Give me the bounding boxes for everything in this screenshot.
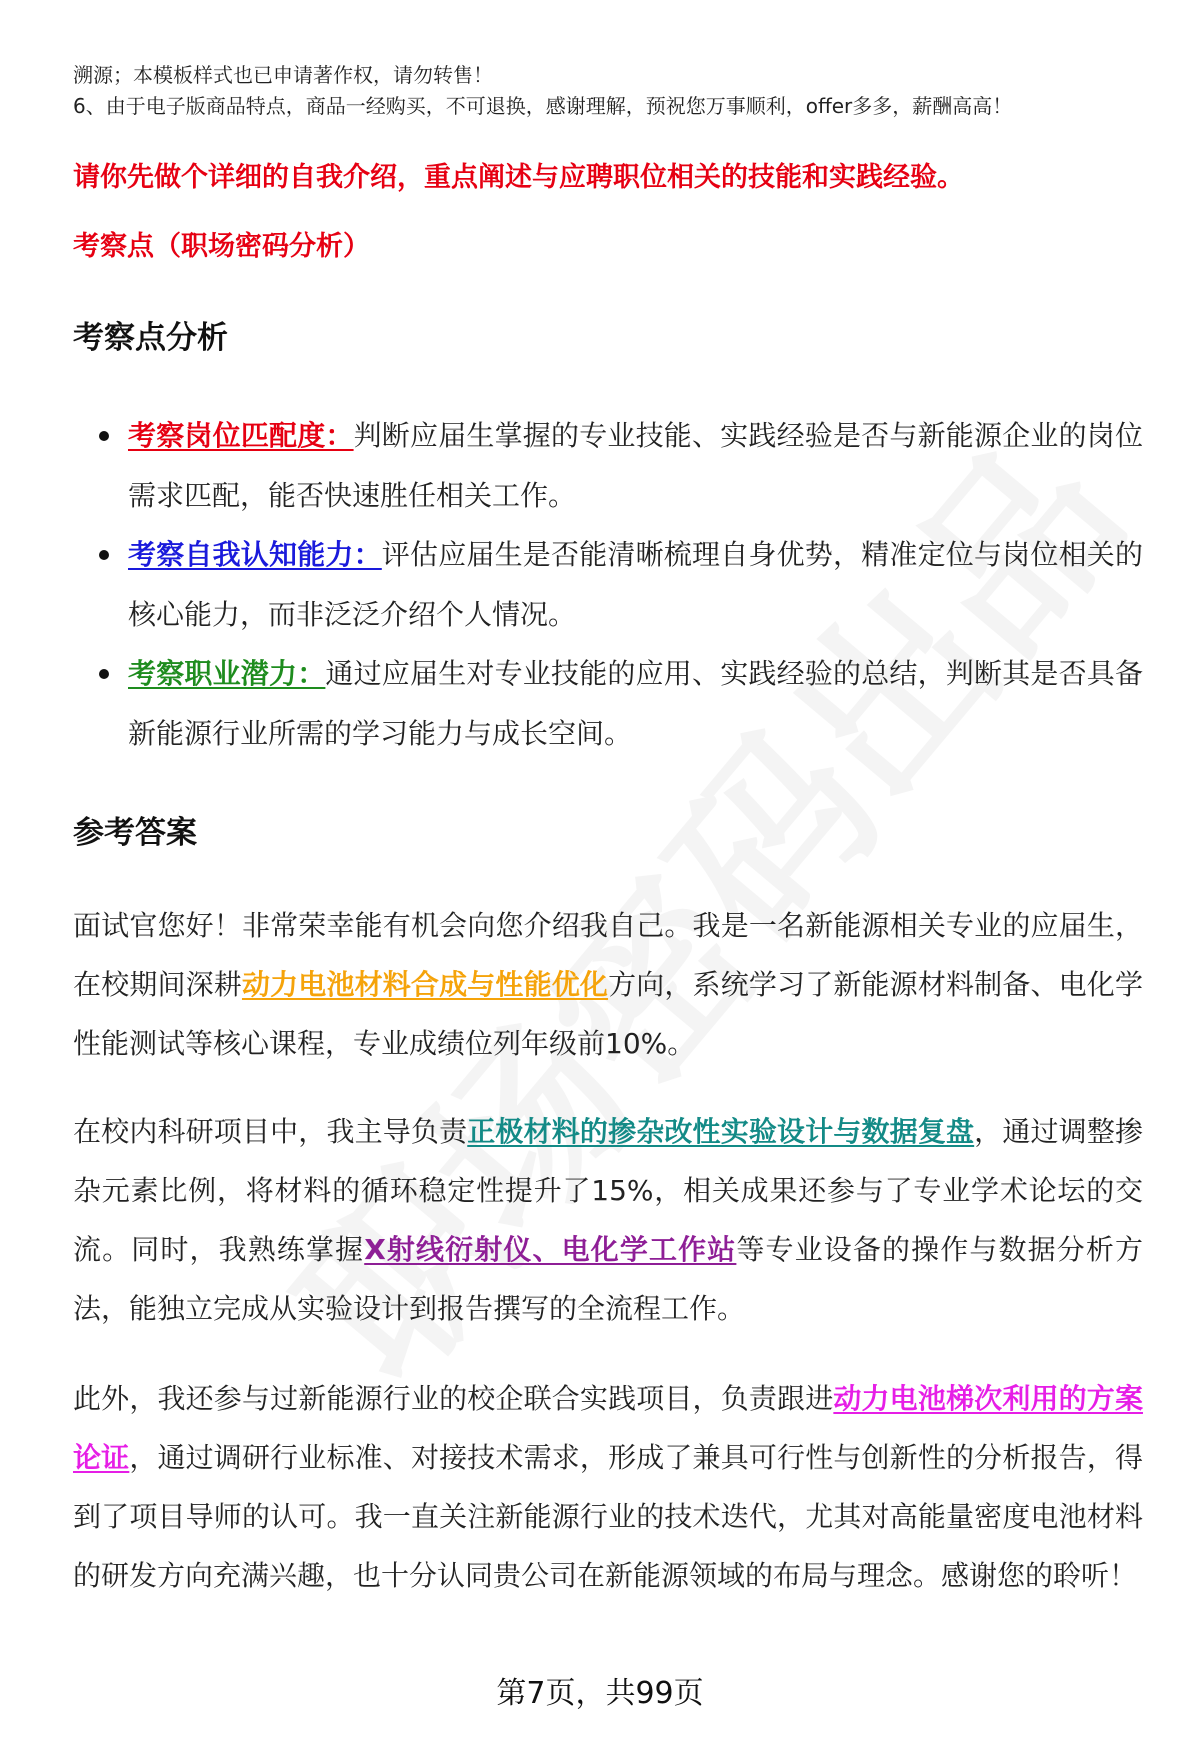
list-item [73,406,1143,525]
text: 面试官您好！非常荣幸能有机会向您介绍我自己。我是一名新能源相关专业的应届生，在校期间深耕 [73,909,1143,1001]
list-item [73,525,1143,644]
analysis-heading: 考察点分析 [73,320,228,356]
notice-line-2: 6、由于电子版商品特点，商品一经购买，不可退换，感谢理解，预祝您万事顺利，offer多多，薪酬高高！ [73,94,1013,118]
text: 方向，系统学习了新能源材料制备、电化学性能测试等核心课程，专业成绩位列年级前10%。 [73,968,1143,1060]
text: 此外，我还参与过新能源行业的校企联合实践项目，负责跟进 [73,1382,834,1415]
section-subtitle: 考察点（职场密码分析） [73,231,370,262]
text: ，通过调整掺杂元素比例，将材料的循环稳定性提升了15%，相关成果还参与了专业学术论坛的交流。同时，我熟练掌握 [73,1115,1143,1266]
item-label: 考察自我认知能力： [128,538,382,571]
highlight: 正极材料的掺杂改性实验设计与数据复盘 [467,1115,975,1148]
text: 在校内科研项目中，我主导负责 [73,1115,468,1148]
item-label: 考察岗位匹配度： [128,419,354,452]
answer-heading: 参考答案 [73,815,197,851]
bullet-icon [99,431,109,441]
analysis-list [73,406,1143,763]
answer-paragraph-1 [73,896,1143,1073]
item-text: 通过应届生对专业技能的应用、实践经验的总结，判断其是否具备新能源行业所需的学习能力与成长空间。 [128,657,1143,750]
item-label: 考察职业潜力： [128,657,326,690]
interview-question: 请你先做个详细的自我介绍，重点阐述与应聘职位相关的技能和实践经验。 [73,162,964,193]
bullet-icon [99,550,109,560]
page-number: 第7页，共99页 [496,1676,704,1711]
notice-line-1: 溯源；本模板样式也已申请著作权，请勿转售！ [73,63,493,87]
answer-paragraph-3 [73,1369,1143,1605]
text: ，通过调研行业标准、对接技术需求，形成了兼具可行性与创新性的分析报告，得到了项目导师的认可。我一直关注新能源行业的技术迭代，尤其对高能量密度电池材料的研发方向充满兴趣，也十分认同贵公司在新能源领域的布局与理念。感谢您的聆听！ [73,1441,1143,1592]
item-text: 评估应届生是否能清晰梳理自身优势，精准定位与岗位相关的核心能力，而非泛泛介绍个人情况。 [128,538,1143,631]
bullet-icon [99,669,109,679]
highlight: 动力电池材料合成与性能优化 [241,968,609,1001]
list-item [73,644,1143,763]
highlight: 动力电池梯次利用的方案论证 [73,1382,1143,1474]
text: 等专业设备的操作与数据分析方法，能独立完成从实验设计到报告撰写的全流程工作。 [73,1233,1143,1325]
answer-paragraph-2 [73,1102,1143,1338]
highlight: X射线衍射仪、电化学工作站 [364,1233,737,1266]
item-text: 判断应届生掌握的专业技能、实践经验是否与新能源企业的岗位需求匹配，能否快速胜任相关工作。 [128,419,1143,512]
